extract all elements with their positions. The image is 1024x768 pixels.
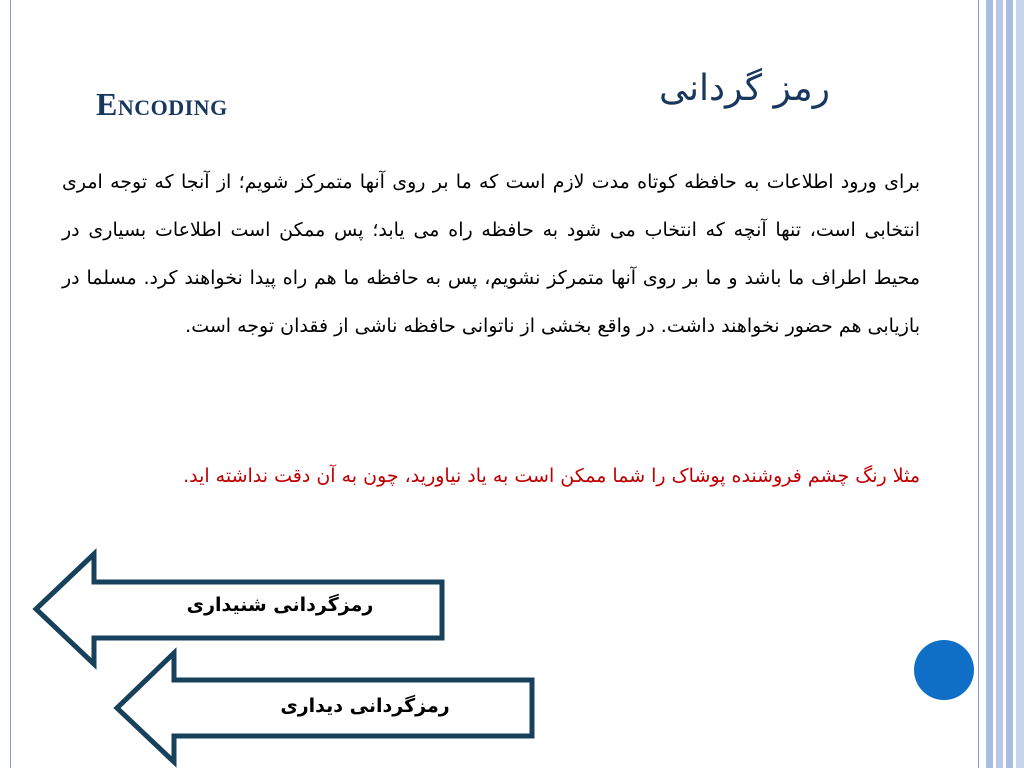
body-paragraph: برای ورود اطلاعات به حافظه کوتاه مدت لازم است که ما بر روی آنها متمرکز شویم؛ از آنجا که توجه امری انتخابی است، تنها آنچه که انتخاب می شود به حافظه راه می یابد؛ پس ممکن است اطلاعات بسیاری در محیط اطراف ما باشد و ما بر روی آنها متمرکز نشویم، پس به حافظه ما هم راه پیدا نخواهند کرد. مسلما در بازیابی هم حضور نخواهند داشت. در واقع بخشی از ناتوانی حافظه ناشی از فقدان توجه است. [62, 171, 920, 337]
slide-title-persian: رمز گردانی [658, 68, 830, 109]
arrow-label-visual-encoding: رمزگردانی دیداری [280, 695, 450, 717]
arrow-label-auditory-encoding: رمزگردانی شنیداری [186, 594, 374, 616]
example-paragraph: مثلا رنگ چشم فروشنده پوشاک را شما ممکن است به یاد نیاورید، چون به آن دقت نداشته اید. [183, 465, 920, 487]
slide-title-english: Encoding [96, 86, 228, 122]
decorative-blue-circle [914, 640, 974, 700]
